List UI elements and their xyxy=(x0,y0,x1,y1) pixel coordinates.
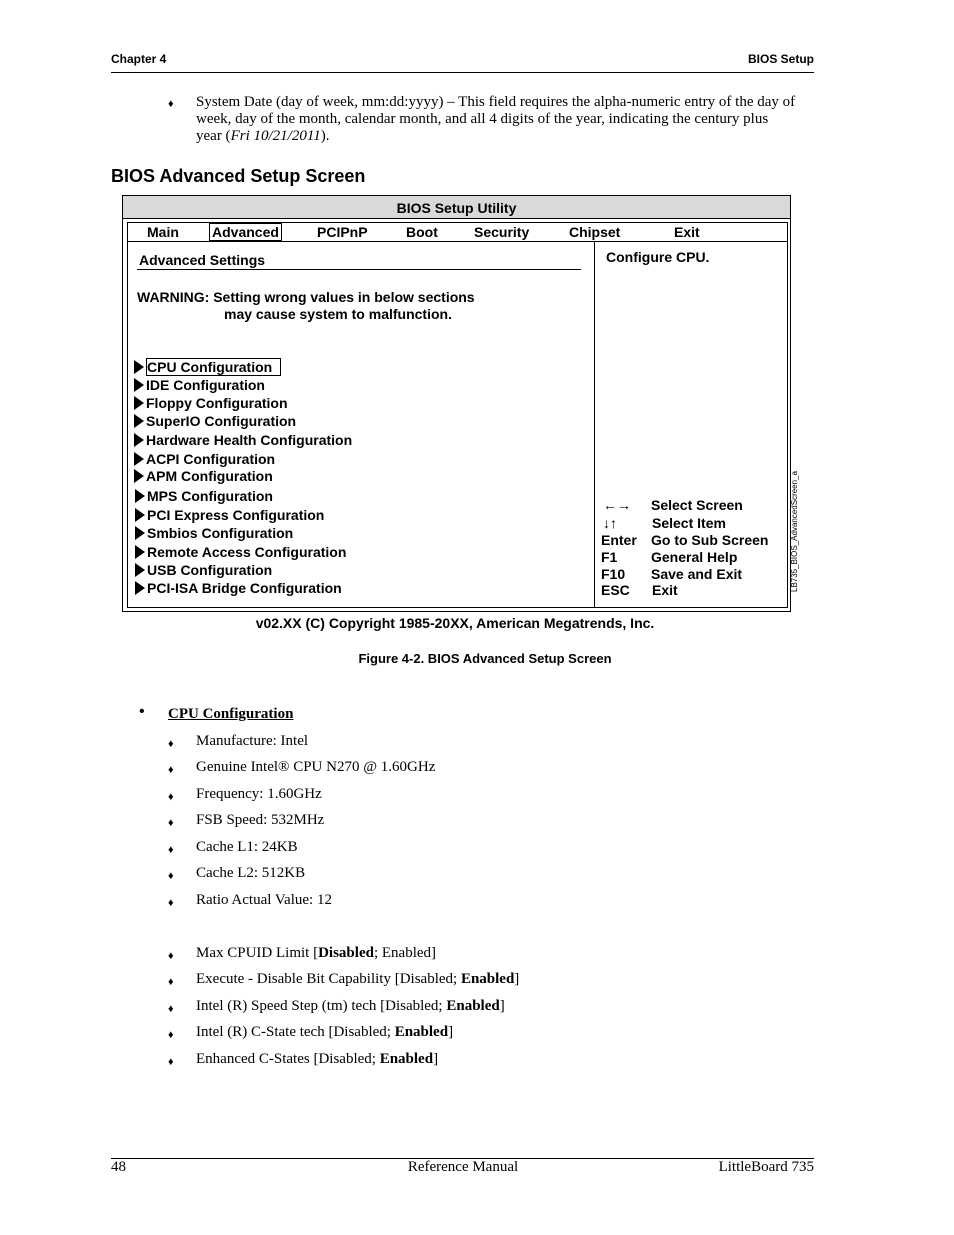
cpu-option-execute-disable: Execute - Disable Bit Capability [Disabled; Enabled] xyxy=(196,971,520,987)
item-pci-isa-bridge-configuration[interactable]: PCI-ISA Bridge Configuration xyxy=(135,580,342,596)
diamond-bullet-icon: ♦ xyxy=(168,950,174,962)
heading-rule xyxy=(137,269,581,270)
chapter-label: Chapter 4 xyxy=(111,52,167,66)
bios-frame xyxy=(127,222,788,608)
diamond-bullet-icon: ♦ xyxy=(168,791,174,803)
diamond-bullet-icon: ♦ xyxy=(168,817,174,829)
cpu-info-item: FSB Speed: 532MHz xyxy=(196,812,325,828)
bios-copyright: v02.XX (C) Copyright 1985-20XX, American Megatrends, Inc. xyxy=(255,615,655,631)
cpu-configuration-heading: CPU Configuration xyxy=(168,706,294,722)
diamond-bullet-icon: ♦ xyxy=(168,764,174,776)
footer-title: Reference Manual xyxy=(407,1159,519,1175)
diamond-bullet-icon: ♦ xyxy=(168,1056,174,1068)
item-superio-configuration[interactable]: SuperIO Configuration xyxy=(134,413,296,429)
warning-line-2: may cause system to malfunction. xyxy=(224,306,452,322)
cpu-info-item: Manufacture: Intel xyxy=(196,733,309,749)
date-example: Fri 10/21/2011 xyxy=(230,128,321,144)
key-select-item-label: Select Item xyxy=(652,515,726,531)
key-f10-label: Save and Exit xyxy=(651,566,743,582)
triangle-right-icon xyxy=(134,433,144,447)
warning-line-1: WARNING: Setting wrong values in below sections xyxy=(137,289,475,305)
key-select-screen-label: Select Screen xyxy=(651,497,743,513)
cpu-option-speed-step: Intel (R) Speed Step (tm) tech [Disabled; Enabled] xyxy=(196,998,505,1014)
diamond-bullet-icon: ♦ xyxy=(168,1003,174,1015)
item-acpi-configuration[interactable]: ACPI Configuration xyxy=(134,451,275,467)
item-floppy-configuration[interactable]: Floppy Configuration xyxy=(134,395,288,411)
bios-menu-bar xyxy=(128,223,787,242)
triangle-right-icon xyxy=(134,396,144,410)
diamond-bullet-icon: ♦ xyxy=(168,870,174,882)
section-title: BIOS Advanced Setup Screen xyxy=(111,166,366,186)
triangle-right-icon xyxy=(134,469,144,483)
bios-title: BIOS Setup Utility xyxy=(396,200,517,216)
cpu-info-item: Frequency: 1.60GHz xyxy=(196,786,322,802)
footer-product: LittleBoard 735 xyxy=(718,1159,814,1175)
triangle-right-icon xyxy=(135,563,145,577)
diamond-bullet-icon: ♦ xyxy=(168,976,174,988)
menu-advanced[interactable]: Advanced xyxy=(209,223,282,241)
diamond-bullet-icon: ♦ xyxy=(168,1029,174,1041)
diamond-bullet-icon: ♦ xyxy=(168,738,174,750)
page-number: 48 xyxy=(111,1159,126,1175)
round-bullet-icon: • xyxy=(139,703,145,720)
panel-heading: Advanced Settings xyxy=(139,252,266,268)
triangle-right-icon xyxy=(135,581,145,595)
menu-chipset[interactable]: Chipset xyxy=(569,224,621,240)
key-enter: Enter xyxy=(601,532,637,548)
cpu-option-c-state: Intel (R) C-State tech [Disabled; Enabled] xyxy=(196,1024,454,1040)
item-usb-configuration[interactable]: USB Configuration xyxy=(135,562,272,578)
key-select-screen: ←→ xyxy=(603,497,631,513)
item-pci-express-configuration[interactable]: PCI Express Configuration xyxy=(135,507,324,523)
bios-title-bar xyxy=(123,196,790,219)
cpu-info-item: Cache L1: 24KB xyxy=(196,839,298,855)
menu-exit[interactable]: Exit xyxy=(674,224,700,240)
triangle-right-icon xyxy=(135,545,145,559)
triangle-right-icon xyxy=(134,360,144,374)
header-rule xyxy=(111,72,814,73)
item-smbios-configuration[interactable]: Smbios Configuration xyxy=(135,525,293,541)
cpu-info-item: Ratio Actual Value: 12 xyxy=(196,892,332,908)
key-select-item: ↓↑ xyxy=(603,515,617,531)
key-f1: F1 xyxy=(601,549,618,565)
paragraph-line: week, day of the month, calendar month, and all 4 digits of the year, indicating the century plus xyxy=(196,111,769,127)
section-label: BIOS Setup xyxy=(747,52,814,66)
menu-main[interactable]: Main xyxy=(147,224,179,240)
item-hardware-health-configuration[interactable]: Hardware Health Configuration xyxy=(134,432,352,448)
cpu-info-item: Cache L2: 512KB xyxy=(196,865,306,881)
paragraph-line: year (Fri 10/21/2011). xyxy=(196,128,330,144)
cpu-info-item: Genuine Intel® CPU N270 @ 1.60GHz xyxy=(196,759,436,775)
help-text: Configure CPU. xyxy=(606,249,710,265)
diamond-bullet-icon: ♦ xyxy=(168,98,174,110)
panel-divider xyxy=(594,241,595,607)
key-esc: ESC xyxy=(601,582,630,598)
key-f10: F10 xyxy=(601,566,626,582)
paragraph-line: System Date (day of week, mm:dd:yyyy) – This field requires the alpha-numeric entry of the day of xyxy=(196,94,796,110)
cpu-option-max-cpuid: Max CPUID Limit [Disabled; Enabled] xyxy=(196,945,437,961)
triangle-right-icon xyxy=(135,526,145,540)
diamond-bullet-icon: ♦ xyxy=(168,897,174,909)
item-cpu-configuration[interactable]: CPU Configuration xyxy=(134,359,281,375)
triangle-right-icon xyxy=(135,489,145,503)
figure-caption: Figure 4-2. BIOS Advanced Setup Screen xyxy=(358,651,612,666)
diamond-bullet-icon: ♦ xyxy=(168,844,174,856)
item-apm-configuration[interactable]: APM Configuration xyxy=(134,468,273,484)
figure-side-label: LB735_BIOS_AdvancedScreen_a xyxy=(790,471,799,592)
item-mps-configuration[interactable]: MPS Configuration xyxy=(135,488,273,504)
menu-boot[interactable]: Boot xyxy=(406,224,438,240)
system-date-paragraph xyxy=(196,94,816,145)
item-remote-access-configuration[interactable]: Remote Access Configuration xyxy=(135,544,346,560)
key-esc-label: Exit xyxy=(652,582,678,598)
bios-screen xyxy=(122,195,791,612)
triangle-right-icon xyxy=(134,452,144,466)
cpu-option-enhanced-c-states: Enhanced C-States [Disabled; Enabled] xyxy=(196,1051,439,1067)
menu-pcipnp[interactable]: PCIPnP xyxy=(317,224,368,240)
item-ide-configuration[interactable]: IDE Configuration xyxy=(134,377,265,393)
key-enter-label: Go to Sub Screen xyxy=(651,532,769,548)
menu-security[interactable]: Security xyxy=(474,224,530,240)
triangle-right-icon xyxy=(134,414,144,428)
triangle-right-icon xyxy=(135,508,145,522)
key-f1-label: General Help xyxy=(651,549,738,565)
triangle-right-icon xyxy=(134,378,144,392)
